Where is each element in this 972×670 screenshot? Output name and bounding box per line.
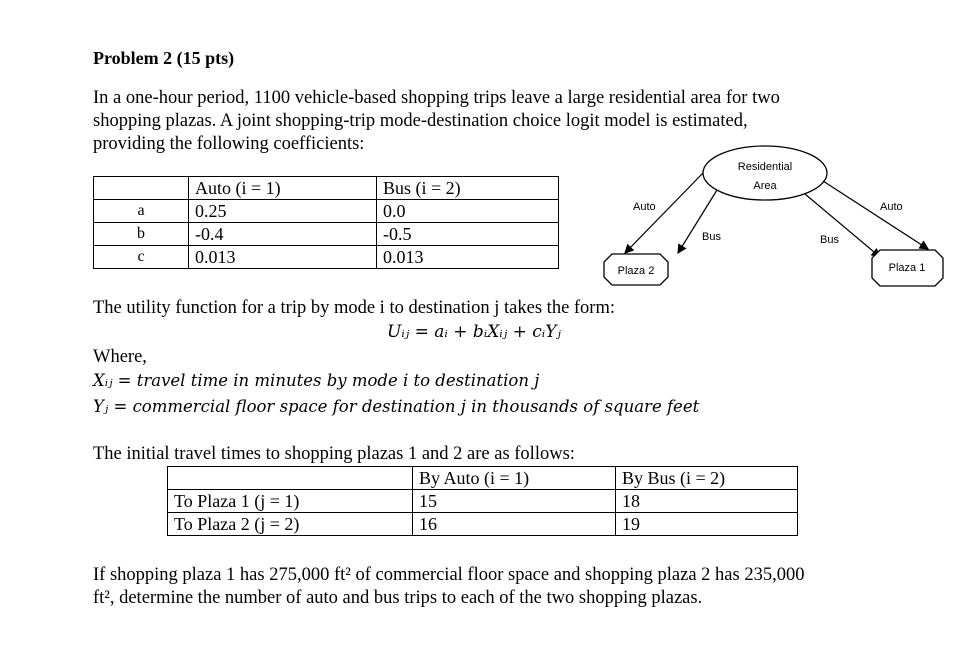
bus-right-label: Bus	[820, 234, 839, 246]
table-corner-cell	[168, 467, 413, 490]
coefficient-table	[93, 176, 559, 269]
travel-times-table	[167, 466, 798, 536]
row-label: To Plaza 2 (j = 2)	[168, 513, 413, 536]
header-by-bus: By Bus (i = 2)	[616, 467, 798, 490]
plaza-2-label: Plaza 2	[617, 265, 655, 277]
table-header-row	[94, 177, 559, 200]
bus-left-arrow	[678, 190, 717, 253]
row-label: a	[94, 200, 189, 223]
network-diagram	[590, 145, 960, 295]
cell-auto: -0.4	[189, 223, 377, 246]
table-row	[94, 223, 559, 246]
cell-bus: -0.5	[377, 223, 559, 246]
intro-line-1: In a one-hour period, 1100 vehicle-based shopping trips leave a large residential area for two	[93, 88, 780, 108]
cell-auto: 16	[413, 513, 616, 536]
cell-auto: 15	[413, 490, 616, 513]
table-row	[94, 200, 559, 223]
auto-left-label: Auto	[633, 201, 656, 213]
bus-right-arrow	[805, 194, 880, 257]
plaza-1-label: Plaza 1	[888, 262, 926, 274]
table-row	[168, 513, 798, 536]
table-row	[168, 490, 798, 513]
question-line-1: If shopping plaza 1 has 275,000 ft² of commercial floor space and shopping plaza 2 has 235,000	[93, 565, 805, 585]
definition-x: Xᵢⱼ = travel time in minutes by mode i to destination j	[93, 371, 540, 390]
cell-auto: 0.25	[189, 200, 377, 223]
row-label: c	[94, 246, 189, 269]
intro-line-3: providing the following coefficients:	[93, 134, 365, 154]
table-header-row	[168, 467, 798, 490]
auto-left-arrow	[625, 173, 703, 253]
header-bus: Bus (i = 2)	[377, 177, 559, 200]
utility-equation: Uᵢⱼ = aᵢ + bᵢXᵢⱼ + cᵢYⱼ	[387, 322, 561, 342]
residential-label-2: Area	[753, 180, 777, 192]
cell-bus: 0.0	[377, 200, 559, 223]
table-row	[94, 246, 559, 269]
cell-bus: 18	[616, 490, 798, 513]
where-label: Where,	[93, 347, 147, 367]
utility-intro: The utility function for a trip by mode i to destination j takes the form:	[93, 298, 616, 318]
cell-bus: 0.013	[377, 246, 559, 269]
travel-times-intro: The initial travel times to shopping plazas 1 and 2 are as follows:	[93, 444, 575, 464]
cell-auto: 0.013	[189, 246, 377, 269]
header-by-auto: By Auto (i = 1)	[413, 467, 616, 490]
problem-title: Problem 2 (15 pts)	[93, 48, 235, 68]
intro-line-2: shopping plazas. A joint shopping-trip mode-destination choice logit model is estimated,	[93, 111, 748, 131]
residential-label-1: Residential	[737, 161, 793, 173]
question-line-2: ft², determine the number of auto and bus trips to each of the two shopping plazas.	[93, 588, 703, 608]
row-label: b	[94, 223, 189, 246]
table-corner-cell	[94, 177, 189, 200]
bus-left-label: Bus	[702, 231, 721, 243]
auto-right-label: Auto	[880, 201, 903, 213]
row-label: To Plaza 1 (j = 1)	[168, 490, 413, 513]
cell-bus: 19	[616, 513, 798, 536]
definition-y: Yⱼ = commercial floor space for destination j in thousands of square feet	[93, 397, 700, 416]
header-auto: Auto (i = 1)	[189, 177, 377, 200]
